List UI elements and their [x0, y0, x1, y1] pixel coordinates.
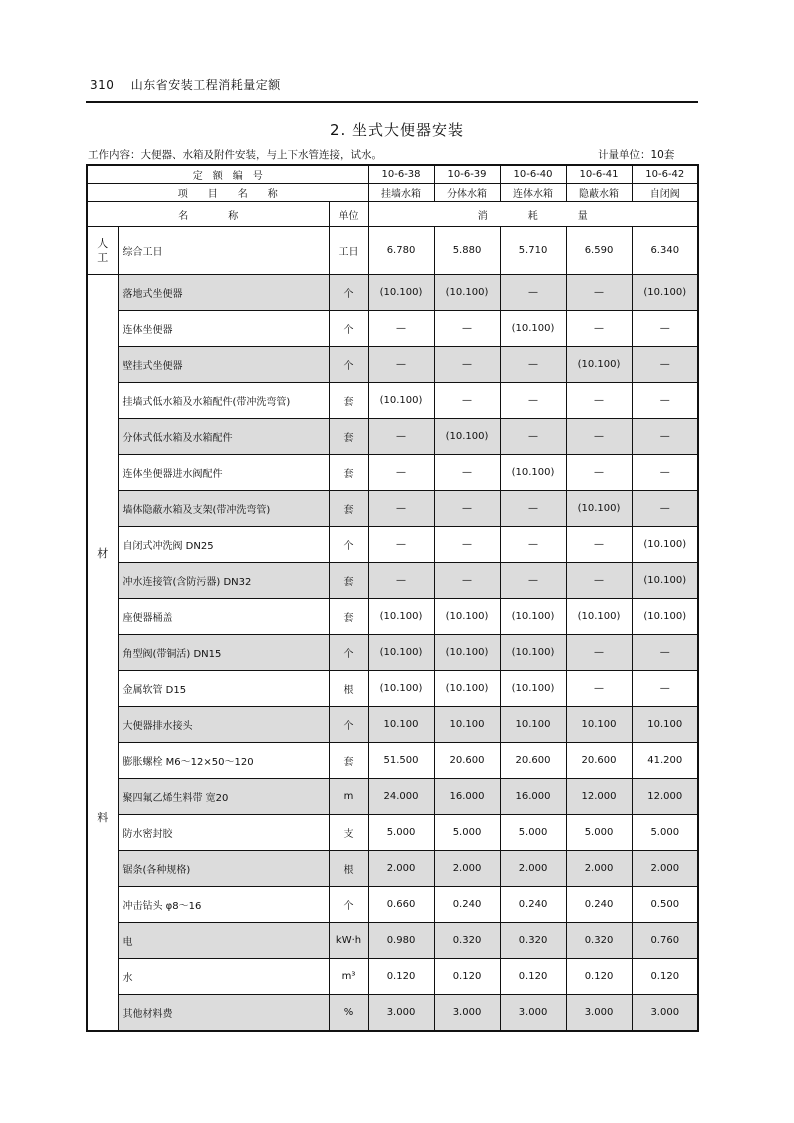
material-value: 0.120: [632, 959, 698, 995]
labor-value: 6.340: [632, 227, 698, 275]
material-unit: 个: [329, 635, 368, 671]
page-number: 310: [90, 78, 115, 92]
material-value: 10.100: [566, 707, 632, 743]
material-value: —: [500, 491, 566, 527]
labor-name: 综合工日: [118, 227, 329, 275]
material-value: (10.100): [434, 419, 500, 455]
item-name: 分体水箱: [434, 184, 500, 202]
material-value: 0.120: [434, 959, 500, 995]
labor-value: 6.590: [566, 227, 632, 275]
material-value: —: [632, 635, 698, 671]
material-unit: 个: [329, 707, 368, 743]
material-value: 20.600: [500, 743, 566, 779]
material-value: —: [500, 419, 566, 455]
material-value: 2.000: [566, 851, 632, 887]
material-value: —: [368, 527, 434, 563]
material-value: —: [566, 275, 632, 311]
material-name: 角型阀(带铜活) DN15: [118, 635, 329, 671]
material-unit: 套: [329, 599, 368, 635]
material-unit: %: [329, 995, 368, 1032]
material-row: [87, 851, 698, 887]
material-value: 20.600: [566, 743, 632, 779]
material-row: [87, 707, 698, 743]
material-value: —: [434, 383, 500, 419]
material-value: 0.980: [368, 923, 434, 959]
labor-row: [87, 227, 698, 275]
labor-value: 6.780: [368, 227, 434, 275]
material-value: 10.100: [500, 707, 566, 743]
material-name: 落地式坐便器: [118, 275, 329, 311]
material-value: (10.100): [566, 491, 632, 527]
material-value: 2.000: [632, 851, 698, 887]
material-row: [87, 923, 698, 959]
material-name: 大便器排水接头: [118, 707, 329, 743]
material-category-top: 材: [97, 546, 109, 560]
material-value: 12.000: [632, 779, 698, 815]
material-unit: 根: [329, 851, 368, 887]
material-value: —: [566, 419, 632, 455]
material-name: 电: [118, 923, 329, 959]
material-value: (10.100): [434, 635, 500, 671]
material-row: [87, 959, 698, 995]
material-unit: 个: [329, 275, 368, 311]
material-value: —: [632, 455, 698, 491]
material-value: —: [500, 275, 566, 311]
material-unit: kW·h: [329, 923, 368, 959]
material-name: 冲击钻头 φ8～16: [118, 887, 329, 923]
material-value: (10.100): [632, 275, 698, 311]
labor-value: 5.880: [434, 227, 500, 275]
material-value: —: [500, 527, 566, 563]
item-name: 连体水箱: [500, 184, 566, 202]
material-value: 5.000: [500, 815, 566, 851]
material-value: —: [566, 563, 632, 599]
material-name: 水: [118, 959, 329, 995]
page-header: [90, 76, 281, 93]
material-row: [87, 527, 698, 563]
material-value: 0.320: [566, 923, 632, 959]
material-name: 挂墙式低水箱及水箱配件(带冲洗弯管): [118, 383, 329, 419]
material-row: [87, 779, 698, 815]
material-unit: 支: [329, 815, 368, 851]
material-value: 5.000: [566, 815, 632, 851]
work-content: 工作内容：大便器、水箱及附件安装，与上下水管连接，试水。: [88, 149, 382, 161]
material-value: 10.100: [632, 707, 698, 743]
section-title: 2. 坐式大便器安装: [329, 121, 465, 139]
material-value: —: [500, 383, 566, 419]
material-value: 0.500: [632, 887, 698, 923]
material-value: 16.000: [500, 779, 566, 815]
material-row: [87, 455, 698, 491]
labor-value: 5.710: [500, 227, 566, 275]
material-name: 其他材料费: [118, 995, 329, 1032]
labor-unit: 工日: [329, 227, 368, 275]
material-value: 3.000: [368, 995, 434, 1032]
material-value: 0.240: [434, 887, 500, 923]
material-value: —: [566, 527, 632, 563]
material-name: 壁挂式坐便器: [118, 347, 329, 383]
material-name: 座便器桶盖: [118, 599, 329, 635]
quota-code: 10-6-42: [632, 165, 698, 184]
material-value: (10.100): [632, 563, 698, 599]
material-name: 自闭式冲洗阀 DN25: [118, 527, 329, 563]
material-value: —: [632, 347, 698, 383]
material-unit: 套: [329, 455, 368, 491]
material-value: (10.100): [500, 599, 566, 635]
material-row: [87, 563, 698, 599]
material-value: (10.100): [500, 671, 566, 707]
material-row: [87, 635, 698, 671]
unit-label: 计量单位：10套: [598, 149, 675, 161]
material-value: —: [368, 563, 434, 599]
material-value: —: [632, 671, 698, 707]
item-name: 挂墙水箱: [368, 184, 434, 202]
material-value: 0.320: [500, 923, 566, 959]
material-row: [87, 491, 698, 527]
material-value: (10.100): [368, 635, 434, 671]
material-unit: 根: [329, 671, 368, 707]
material-value: (10.100): [566, 347, 632, 383]
material-value: (10.100): [368, 383, 434, 419]
material-value: —: [368, 491, 434, 527]
material-value: 5.000: [368, 815, 434, 851]
material-value: 0.240: [566, 887, 632, 923]
material-unit: 套: [329, 743, 368, 779]
material-value: —: [434, 311, 500, 347]
header-rule: [86, 101, 698, 103]
book-title: 山东省安装工程消耗量定额: [130, 78, 281, 92]
name-column-header: 名 称: [87, 202, 329, 227]
material-value: 0.120: [500, 959, 566, 995]
material-name: 聚四氟乙烯生料带 宽20: [118, 779, 329, 815]
material-category: [87, 275, 118, 1032]
material-value: 41.200: [632, 743, 698, 779]
material-value: 12.000: [566, 779, 632, 815]
material-value: —: [566, 311, 632, 347]
quota-code: 10-6-41: [566, 165, 632, 184]
material-value: (10.100): [434, 275, 500, 311]
material-value: (10.100): [632, 527, 698, 563]
material-unit: 个: [329, 311, 368, 347]
material-value: 2.000: [368, 851, 434, 887]
material-name: 防水密封胶: [118, 815, 329, 851]
material-value: —: [632, 491, 698, 527]
material-value: 20.600: [434, 743, 500, 779]
material-value: —: [434, 347, 500, 383]
material-value: 10.100: [368, 707, 434, 743]
material-value: —: [566, 671, 632, 707]
material-value: —: [500, 563, 566, 599]
material-value: 0.120: [368, 959, 434, 995]
material-value: 3.000: [434, 995, 500, 1032]
material-unit: 个: [329, 347, 368, 383]
quota-code-label: 定 额 编 号: [87, 165, 368, 184]
material-name: 膨胀螺栓 M6～12×50～120: [118, 743, 329, 779]
material-unit: 个: [329, 887, 368, 923]
material-value: —: [434, 563, 500, 599]
material-name: 冲水连接管(含防污器) DN32: [118, 563, 329, 599]
material-value: —: [632, 311, 698, 347]
material-value: (10.100): [500, 311, 566, 347]
quota-code: 10-6-38: [368, 165, 434, 184]
material-row: [87, 815, 698, 851]
material-value: 0.240: [500, 887, 566, 923]
item-name-label: 项 目 名 称: [87, 184, 368, 202]
material-row: [87, 995, 698, 1032]
material-value: (10.100): [368, 671, 434, 707]
material-unit: 套: [329, 383, 368, 419]
material-value: —: [566, 383, 632, 419]
material-value: 0.760: [632, 923, 698, 959]
material-unit: 个: [329, 527, 368, 563]
material-name: 连体坐便器进水阀配件: [118, 455, 329, 491]
material-row: [87, 599, 698, 635]
material-name: 金属软管 D15: [118, 671, 329, 707]
material-value: —: [368, 419, 434, 455]
material-row: [87, 275, 698, 311]
material-value: (10.100): [434, 671, 500, 707]
material-value: —: [434, 455, 500, 491]
material-row: [87, 743, 698, 779]
labor-category: 人 工: [87, 227, 118, 275]
material-value: —: [566, 635, 632, 671]
item-name-row: [87, 184, 698, 202]
material-value: 24.000: [368, 779, 434, 815]
material-unit: 套: [329, 419, 368, 455]
material-unit: 套: [329, 563, 368, 599]
item-name: 隐蔽水箱: [566, 184, 632, 202]
material-value: 2.000: [500, 851, 566, 887]
material-value: (10.100): [368, 275, 434, 311]
material-row: [87, 671, 698, 707]
material-value: (10.100): [500, 635, 566, 671]
material-value: 51.500: [368, 743, 434, 779]
material-category-bottom: 料: [97, 811, 109, 825]
material-value: (10.100): [566, 599, 632, 635]
consumption-header: 消 耗 量: [368, 202, 698, 227]
material-value: —: [632, 419, 698, 455]
material-name: 分体式低水箱及水箱配件: [118, 419, 329, 455]
material-row: [87, 887, 698, 923]
quota-code: 10-6-39: [434, 165, 500, 184]
material-value: (10.100): [500, 455, 566, 491]
material-value: (10.100): [368, 599, 434, 635]
material-value: 0.660: [368, 887, 434, 923]
unit-column-header: 单位: [329, 202, 368, 227]
material-value: 0.120: [566, 959, 632, 995]
material-name: 锯条(各种规格): [118, 851, 329, 887]
material-value: —: [500, 347, 566, 383]
material-value: —: [434, 491, 500, 527]
material-value: 2.000: [434, 851, 500, 887]
material-name: 连体坐便器: [118, 311, 329, 347]
quota-table: [86, 164, 699, 1032]
material-value: —: [368, 311, 434, 347]
item-name: 自闭阀: [632, 184, 698, 202]
material-value: 3.000: [566, 995, 632, 1032]
quota-code-row: [87, 165, 698, 184]
material-row: [87, 347, 698, 383]
material-value: 3.000: [500, 995, 566, 1032]
material-value: —: [632, 383, 698, 419]
material-unit: 套: [329, 491, 368, 527]
material-name: 墙体隐蔽水箱及支架(带冲洗弯管): [118, 491, 329, 527]
material-value: 5.000: [434, 815, 500, 851]
quota-code: 10-6-40: [500, 165, 566, 184]
material-unit: m: [329, 779, 368, 815]
material-value: 5.000: [632, 815, 698, 851]
material-value: 3.000: [632, 995, 698, 1032]
material-value: (10.100): [434, 599, 500, 635]
material-value: 0.320: [434, 923, 500, 959]
material-row: [87, 419, 698, 455]
material-value: —: [368, 455, 434, 491]
material-row: [87, 311, 698, 347]
material-value: —: [368, 347, 434, 383]
material-value: 16.000: [434, 779, 500, 815]
material-row: [87, 383, 698, 419]
column-header-row: [87, 202, 698, 227]
material-unit: m³: [329, 959, 368, 995]
material-value: 10.100: [434, 707, 500, 743]
material-value: —: [434, 527, 500, 563]
material-value: (10.100): [632, 599, 698, 635]
material-value: —: [566, 455, 632, 491]
